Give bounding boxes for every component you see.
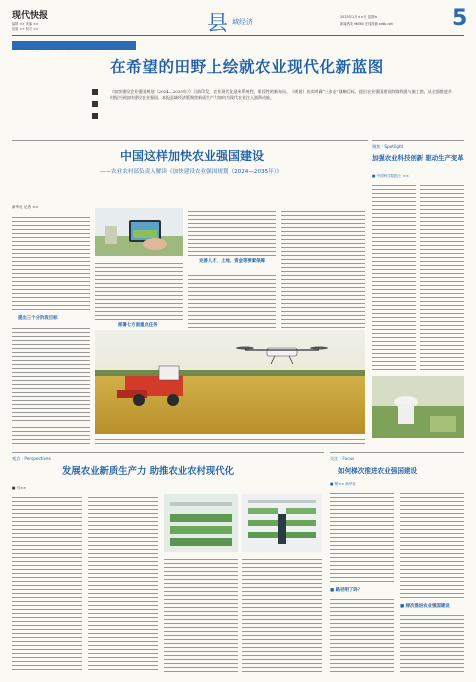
perspectives-byline: ■ 马×× <box>12 486 27 490</box>
vertical-farm-photo <box>242 494 322 552</box>
spotlight-column <box>372 140 464 448</box>
harvest-photo-image <box>95 330 365 434</box>
focus-section <box>330 452 464 676</box>
focus-tag: 关注 · Focus <box>330 456 355 461</box>
divider <box>12 140 368 141</box>
focus-col-1b <box>330 596 394 672</box>
spotlight-col-b <box>420 182 464 372</box>
page-number: 5 <box>452 6 468 31</box>
main-article-head <box>12 140 368 214</box>
divider <box>372 140 464 141</box>
spotlight-photo <box>372 376 464 438</box>
pull-title: 完善人才、土地、资金等要素保障 <box>199 259 265 264</box>
focus-col-2a <box>400 490 464 600</box>
spotlight-tag: 聚焦 · Spotlight <box>372 144 404 149</box>
article-column-4 <box>281 208 365 328</box>
greenhouse-image <box>164 494 238 552</box>
spotlight-col-a <box>372 182 416 372</box>
masthead-rule <box>12 35 464 36</box>
perspectives-col-3 <box>164 556 238 672</box>
banner-bullets <box>92 89 100 133</box>
article-column-1a <box>12 214 90 312</box>
field-worker-image <box>372 376 464 438</box>
perspectives-col-2 <box>88 494 158 672</box>
divider <box>12 452 324 453</box>
tablet-field-image <box>95 208 183 256</box>
focus-question-2: ■ 梯次推进农业强国建设 <box>400 604 450 609</box>
vertical-farm-image <box>242 494 322 552</box>
lead-photo <box>95 330 365 434</box>
banner-headline: 在希望的田野上绘就农业现代化新蓝图 <box>110 58 384 76</box>
focus-byline: ■ 樊×× 新华社 <box>330 482 357 486</box>
focus-col-1a <box>330 490 394 584</box>
perspectives-col-1 <box>12 494 82 672</box>
tablet-field-photo <box>95 208 183 256</box>
masthead-info-2: 组版 ×× 校对 ×× <box>12 27 39 31</box>
focus-headline: 如何梯次推进农业强国建设 <box>338 467 418 475</box>
subsection-2: 部署七方面重点任务 <box>118 323 158 328</box>
masthead-info-1: 编辑 ×× 美编 ×× <box>12 22 39 26</box>
article-column-1c <box>12 424 90 446</box>
bullet-square <box>92 113 98 119</box>
perspectives-col-4 <box>242 556 322 672</box>
paper-name: 现代快报 <box>12 11 49 21</box>
section-name: 域经济 <box>232 18 253 26</box>
main-headline: 中国这样加快农业强国建设 <box>119 149 264 163</box>
banner-intro: 《加快建设农业强国规划（2024—2035年）》日前印发，农业现代化迎来系统性、阶段性的新布局。《规划》首次明确“三步走”战略目标，提出农业强国建设的路线图与施工图。从全面推进乡村振兴到加快建设农业强国，本报县域经济版聚焦新质生产力如何为现代农业注入澎湃动能。 <box>110 89 452 100</box>
date-line: 2025年1月××日 星期× <box>340 15 378 19</box>
focus-col-2b <box>400 612 464 672</box>
main-subhead: ——农业农村部负责人解读《加快建设农业强国规划（2024—2035年）》 <box>99 169 283 175</box>
bullet-square <box>92 89 98 95</box>
article-column-2c <box>95 436 365 446</box>
contact-line: 新闻热线 96060 在线投稿 xdkb.net <box>340 22 393 26</box>
banner-label-text: 【新质引擎激发产业跃升】 <box>15 53 68 58</box>
masthead <box>0 0 476 42</box>
section-char: 县 <box>207 11 228 35</box>
banner-label <box>12 41 136 58</box>
focus-question-1: ■ 路径明了吗？ <box>330 588 363 593</box>
perspectives-section <box>12 452 324 676</box>
divider <box>330 452 464 453</box>
perspectives-tag: 观点 · Perspectives <box>12 456 51 461</box>
spotlight-byline: ■ 中国科学院院士 ×× <box>372 174 409 178</box>
spotlight-headline: 加强农业科技创新 驱动生产变革 <box>372 154 464 162</box>
banner-section <box>12 40 464 136</box>
subsection-1: 提出三个分阶段目标 <box>18 316 58 321</box>
perspectives-headline: 发展农业新质生产力 助推农业农村现代化 <box>62 466 235 477</box>
article-column-3a <box>188 208 276 258</box>
author-line: 新华社 记者 ×× <box>12 205 39 209</box>
bullet-square <box>92 101 98 107</box>
greenhouse-photo <box>164 494 238 552</box>
article-column-1b <box>12 325 90 421</box>
article-column-2a <box>95 260 183 320</box>
